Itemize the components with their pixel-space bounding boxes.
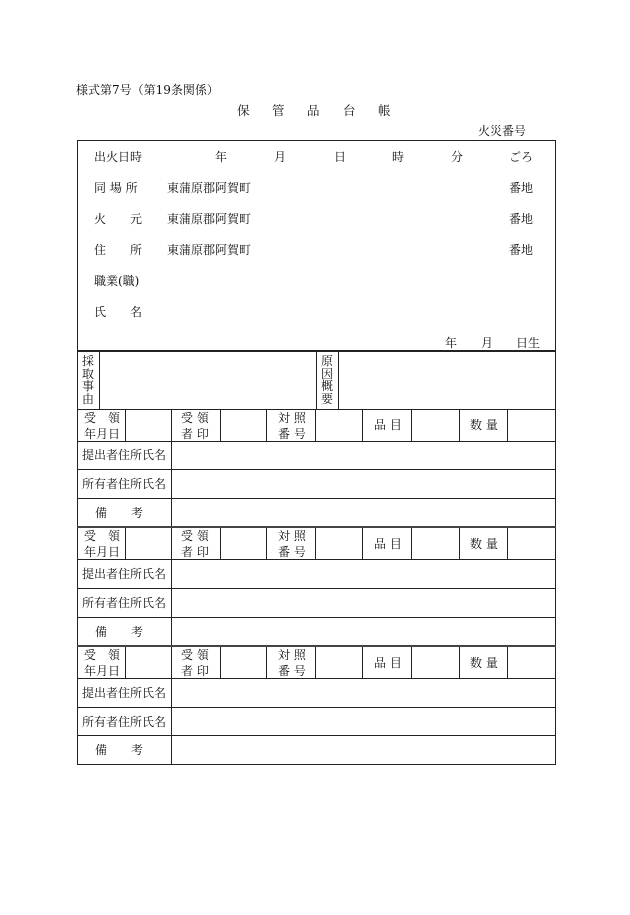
owner-label: 所有者住所氏名 bbox=[82, 596, 167, 610]
owner-label: 所有者住所氏名 bbox=[82, 715, 167, 729]
divider bbox=[77, 441, 556, 442]
submitter-label: 提出者住所氏名 bbox=[82, 567, 167, 581]
divider bbox=[315, 409, 316, 441]
divider bbox=[220, 647, 221, 678]
divider bbox=[77, 588, 556, 589]
address-value: 東蒲原郡阿賀町 bbox=[167, 243, 252, 257]
section-divider bbox=[77, 645, 556, 647]
reason-char: 取 bbox=[81, 366, 94, 381]
divider bbox=[77, 678, 556, 679]
divider bbox=[125, 409, 126, 441]
item-label: 品 目 bbox=[374, 537, 402, 551]
ref-number-bottom: 番 号 bbox=[278, 427, 306, 441]
ref-number-top: 対 照 bbox=[278, 529, 306, 543]
divider bbox=[459, 528, 460, 559]
cause-label bbox=[320, 355, 334, 405]
reason-char: 事 bbox=[81, 379, 94, 393]
divider bbox=[171, 647, 172, 764]
title-char: 管 bbox=[272, 103, 285, 118]
receiver-seal-label bbox=[181, 647, 209, 679]
received-date-top: 受 領 bbox=[84, 411, 121, 425]
ref-number-label bbox=[278, 410, 306, 442]
title-char: 帳 bbox=[378, 103, 391, 118]
divider bbox=[77, 498, 556, 499]
divider bbox=[266, 647, 267, 678]
cause-char: 要 bbox=[320, 391, 333, 406]
ref-number-top: 対 照 bbox=[278, 411, 306, 425]
divider bbox=[99, 351, 100, 409]
received-date-bottom: 年月日 bbox=[84, 664, 121, 678]
receiver-seal-label bbox=[181, 410, 209, 442]
ref-number-bottom: 番 号 bbox=[278, 545, 306, 559]
reason-char: 採 bbox=[81, 354, 94, 368]
divider bbox=[77, 469, 556, 470]
location-value: 東蒲原郡阿賀町 bbox=[167, 181, 252, 195]
divider bbox=[362, 409, 363, 441]
birth-year-label: 年 bbox=[445, 336, 458, 350]
receiver-seal-top: 受 領 bbox=[181, 529, 209, 543]
divider bbox=[362, 647, 363, 678]
received-date-top: 受 領 bbox=[84, 529, 121, 543]
divider bbox=[411, 528, 412, 559]
day-label: 日 bbox=[334, 150, 347, 164]
divider bbox=[125, 647, 126, 678]
datetime-label: 出火日時 bbox=[94, 150, 143, 164]
divider bbox=[77, 707, 556, 708]
name-label: 氏 名 bbox=[94, 305, 143, 319]
divider bbox=[362, 528, 363, 559]
title-char: 品 bbox=[307, 103, 320, 118]
approx-label: ごろ bbox=[509, 150, 534, 164]
quantity-label: 数 量 bbox=[470, 418, 498, 432]
submitter-label: 提出者住所氏名 bbox=[82, 686, 167, 700]
source-label: 火 元 bbox=[94, 212, 143, 226]
receiver-seal-bottom: 者 印 bbox=[181, 545, 209, 559]
item-label: 品 目 bbox=[374, 656, 402, 670]
banchi-label: 番地 bbox=[509, 243, 534, 257]
ref-number-label bbox=[278, 647, 306, 679]
cause-char: 概 bbox=[320, 379, 333, 393]
divider bbox=[411, 409, 412, 441]
divider bbox=[459, 647, 460, 678]
quantity-label: 数 量 bbox=[470, 537, 498, 551]
received-date-label bbox=[84, 647, 120, 679]
cause-char: 因 bbox=[320, 366, 333, 381]
divider bbox=[316, 351, 317, 409]
item-label: 品 目 bbox=[374, 418, 402, 432]
month-label: 月 bbox=[274, 150, 287, 164]
birth-day-label: 日生 bbox=[516, 336, 541, 350]
reason-label bbox=[81, 355, 95, 405]
birth-month-label: 月 bbox=[481, 336, 494, 350]
divider bbox=[507, 528, 508, 559]
divider bbox=[125, 528, 126, 559]
divider bbox=[266, 409, 267, 441]
ref-number-top: 対 照 bbox=[278, 648, 306, 662]
received-date-bottom: 年月日 bbox=[84, 545, 121, 559]
ref-number-bottom: 番 号 bbox=[278, 664, 306, 678]
received-date-label bbox=[84, 410, 120, 442]
divider bbox=[315, 647, 316, 678]
banchi-label: 番地 bbox=[509, 181, 534, 195]
remarks-label: 備 考 bbox=[95, 625, 144, 639]
receiver-seal-label bbox=[181, 528, 209, 560]
remarks-label: 備 考 bbox=[95, 743, 144, 757]
quantity-label: 数 量 bbox=[470, 656, 498, 670]
cause-char: 原 bbox=[320, 354, 333, 368]
receiver-seal-top: 受 領 bbox=[181, 411, 209, 425]
fire-number-label: 火災番号 bbox=[478, 124, 527, 138]
title-char: 保 bbox=[237, 103, 250, 118]
received-date-label bbox=[84, 528, 120, 560]
divider bbox=[507, 409, 508, 441]
divider bbox=[77, 409, 556, 410]
divider bbox=[266, 528, 267, 559]
divider bbox=[77, 617, 556, 618]
divider bbox=[77, 351, 78, 765]
source-value: 東蒲原郡阿賀町 bbox=[167, 212, 252, 226]
divider bbox=[171, 528, 172, 646]
form-number-label: 様式第7号（第19条関係） bbox=[76, 83, 219, 97]
divider bbox=[507, 647, 508, 678]
divider bbox=[555, 351, 556, 765]
divider bbox=[77, 764, 556, 765]
divider bbox=[315, 528, 316, 559]
reason-char: 由 bbox=[81, 391, 94, 406]
remarks-label: 備 考 bbox=[95, 506, 144, 520]
title-char: 台 bbox=[343, 103, 356, 118]
divider bbox=[220, 528, 221, 559]
divider bbox=[220, 409, 221, 441]
occupation-label: 職業(職) bbox=[94, 274, 140, 288]
owner-label: 所有者住所氏名 bbox=[82, 477, 167, 491]
receiver-seal-top: 受 領 bbox=[181, 648, 209, 662]
receiver-seal-bottom: 者 印 bbox=[181, 427, 209, 441]
divider bbox=[338, 351, 339, 409]
minute-label: 分 bbox=[451, 150, 464, 164]
divider bbox=[411, 647, 412, 678]
year-label: 年 bbox=[215, 150, 228, 164]
hour-label: 時 bbox=[392, 150, 405, 164]
fire-info-box bbox=[77, 140, 556, 351]
section-divider bbox=[77, 526, 556, 528]
address-label: 住 所 bbox=[94, 243, 143, 257]
divider bbox=[77, 559, 556, 560]
location-label: 同 場 所 bbox=[94, 181, 138, 195]
received-date-top: 受 領 bbox=[84, 648, 121, 662]
receiver-seal-bottom: 者 印 bbox=[181, 664, 209, 678]
submitter-label: 提出者住所氏名 bbox=[82, 448, 167, 462]
divider bbox=[171, 409, 172, 527]
received-date-bottom: 年月日 bbox=[84, 427, 121, 441]
divider bbox=[459, 409, 460, 441]
divider bbox=[77, 735, 556, 736]
ref-number-label bbox=[278, 528, 306, 560]
banchi-label: 番地 bbox=[509, 212, 534, 226]
